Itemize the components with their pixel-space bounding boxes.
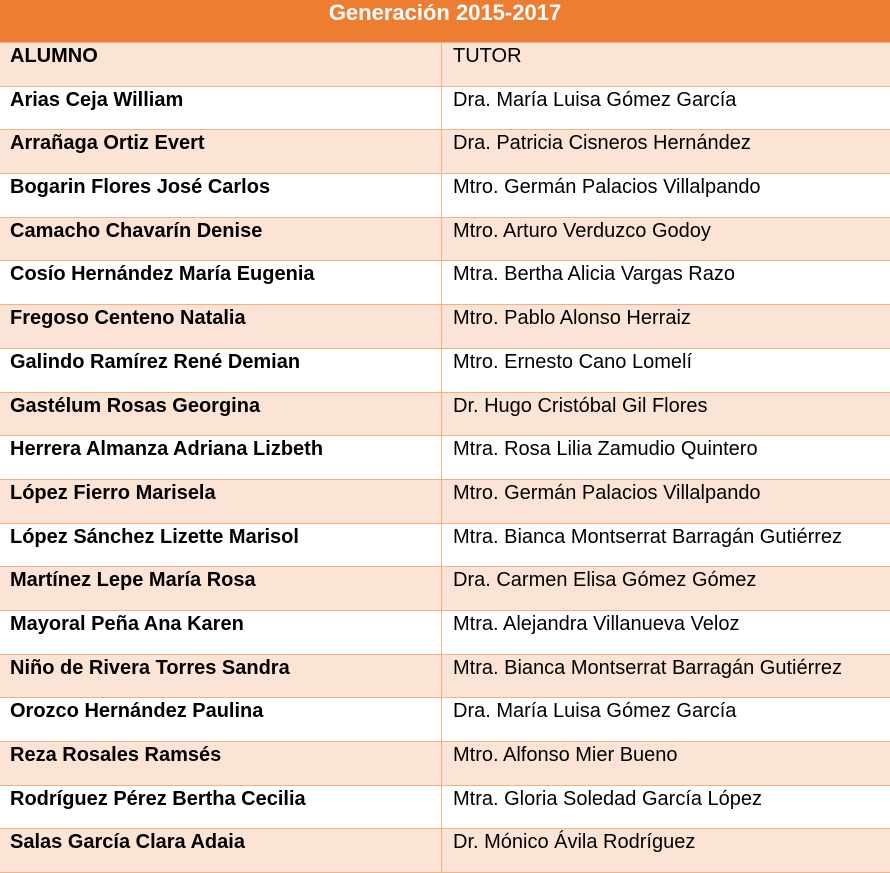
student-name-cell: Mayoral Peña Ana Karen [0, 611, 442, 654]
student-name-cell: Arrañaga Ortiz Evert [0, 130, 442, 173]
tutor-name-cell: Dr. Mónico Ávila Rodríguez [453, 831, 696, 854]
table-row [0, 786, 890, 830]
tutor-name-cell: Mtra. Bianca Montserrat Barragán Gutiérrez [453, 525, 843, 548]
student-name-cell: Herrera Almanza Adriana Lizbeth [0, 436, 442, 479]
table-row [0, 349, 890, 393]
tutor-name-cell: Mtro. Alfonso Mier Bueno [453, 744, 678, 766]
table-row [0, 655, 890, 699]
student-name-cell: Reza Rosales Ramsés [0, 742, 442, 785]
student-name-cell: Orozco Hernández Paulina [0, 698, 442, 741]
tutor-name-cell: Dra. Patricia Cisneros Hernández [453, 132, 751, 155]
table-body [0, 87, 890, 873]
tutor-name-cell: Dra. Carmen Elisa Gómez Gómez [453, 569, 757, 592]
table-row [0, 436, 890, 480]
tutor-name-cell: Mtra. Bianca Montserrat Barragán Gutiérrez [453, 656, 843, 679]
table-row [0, 218, 890, 262]
student-name-cell: López Fierro Marisela [0, 480, 442, 523]
table-row [0, 742, 890, 786]
tutor-name-cell: Dra. María Luisa Gómez García [453, 700, 737, 723]
table-row [0, 524, 890, 568]
student-name-cell: Fregoso Centeno Natalia [0, 305, 442, 348]
table-row [0, 829, 890, 873]
table-row [0, 305, 890, 349]
student-name-cell: López Sánchez Lizette Marisol [0, 524, 442, 567]
table-row [0, 698, 890, 742]
header-tutor: TUTOR [453, 45, 522, 67]
tutor-name-cell: Mtro. Pablo Alonso Herraiz [453, 307, 691, 330]
tutor-name-cell: Mtra. Rosa Lilia Zamudio Quintero [453, 438, 758, 461]
table-header-row [0, 43, 890, 87]
table-title: Generación 2015-2017 [0, 0, 890, 43]
table-row [0, 480, 890, 524]
table-row [0, 567, 890, 611]
student-name-cell: Galindo Ramírez René Demian [0, 349, 442, 392]
student-name-cell: Bogarin Flores José Carlos [0, 174, 442, 217]
tutor-name-cell: Dr. Hugo Cristóbal Gil Flores [453, 394, 708, 417]
table-row [0, 611, 890, 655]
student-name-cell: Niño de Rivera Torres Sandra [0, 655, 442, 698]
tutor-name-cell: Mtra. Gloria Soledad García López [453, 787, 763, 810]
table-row [0, 174, 890, 218]
tutor-name-cell: Mtro. Ernesto Cano Lomelí [453, 350, 692, 373]
student-name-cell: Salas García Clara Adaia [0, 829, 442, 872]
table-row [0, 130, 890, 174]
tutor-name-cell: Mtra. Alejandra Villanueva Veloz [453, 612, 740, 635]
tutor-name-cell: Mtro. Germán Palacios Villalpando [453, 481, 761, 504]
tutor-name-cell: Mtro. Arturo Verduzco Godoy [453, 219, 711, 242]
table-row [0, 87, 890, 131]
tutor-name-cell: Dra. María Luisa Gómez García [453, 88, 737, 111]
student-name-cell: Camacho Chavarín Denise [0, 218, 442, 261]
student-name-cell: Arias Ceja William [0, 87, 442, 130]
header-student: ALUMNO [0, 43, 442, 86]
student-name-cell: Martínez Lepe María Rosa [0, 567, 442, 610]
tutor-name-cell: Mtra. Bertha Alicia Vargas Razo [453, 263, 735, 286]
tutor-name-cell: Mtro. Germán Palacios Villalpando [453, 176, 761, 199]
table-row [0, 393, 890, 437]
table-row [0, 261, 890, 305]
student-name-cell: Rodríguez Pérez Bertha Cecilia [0, 786, 442, 829]
student-name-cell: Cosío Hernández María Eugenia [0, 261, 442, 304]
student-name-cell: Gastélum Rosas Georgina [0, 393, 442, 436]
